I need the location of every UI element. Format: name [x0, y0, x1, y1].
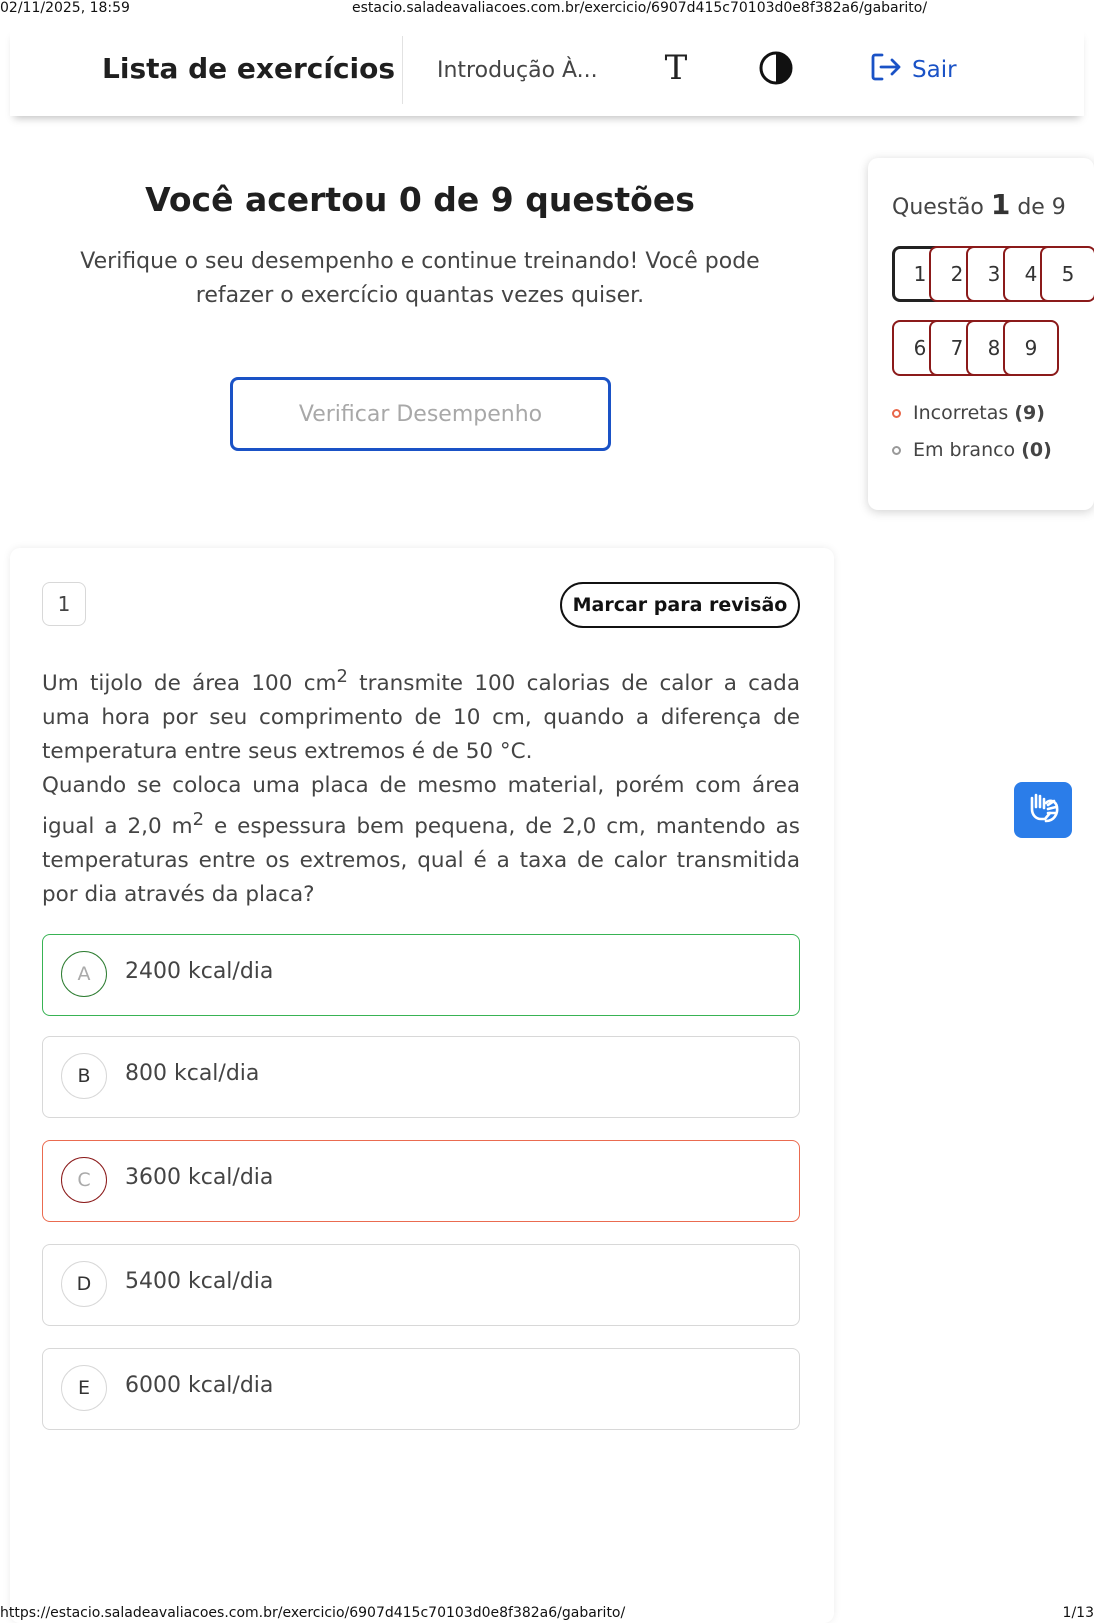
option-letter: B	[61, 1053, 107, 1099]
question-button[interactable]: 3	[966, 246, 1022, 302]
logout-icon	[870, 52, 902, 88]
question-paragraph: Um tijolo de área 100 $cm^2$ transmite 100 calorias de calor a cada uma hora por seu comprimento de 10 cm, quando a diferença de temperatura entre seus extremos é de 50 °C.	[42, 666, 800, 765]
legend-blank	[892, 439, 1052, 461]
question-button[interactable]: 5	[1040, 246, 1094, 302]
page-title: Lista de exercícios	[102, 52, 396, 85]
mark-for-review-button[interactable]: Marcar para revisão	[560, 582, 800, 628]
sign-language-button[interactable]	[1014, 782, 1072, 838]
question-button[interactable]: 1	[892, 246, 948, 302]
option-text: 6000 kcal/dia	[125, 1373, 274, 1398]
print-page-number: 1/13	[1062, 1605, 1094, 1621]
legend-incorrect	[892, 402, 1045, 424]
result-title: Você acertou 0 de 9 questões	[145, 180, 695, 219]
print-footer-url: https://estacio.saladeavaliacoes.com.br/exercicio/6907d415c70103d0e8f382a6/gabarito/	[0, 1605, 626, 1621]
question-paragraph: Quando se coloca uma placa de mesmo material, porém com área igual a 2,0 $m^2$ e espessura bem pequena, de 2,0 cm, mantendo as temperaturas entre os extremos, qual é a taxa de calor transmitida por dia através da placa?	[42, 773, 800, 908]
question-button[interactable]: 2	[929, 246, 985, 302]
answer-option-e[interactable]	[42, 1348, 800, 1430]
print-datetime: 02/11/2025, 18:59	[0, 0, 130, 16]
option-text: 800 kcal/dia	[125, 1061, 260, 1086]
logout-button[interactable]	[870, 52, 957, 88]
verify-performance-button[interactable]: Verificar Desempenho	[230, 377, 611, 451]
navigator-prefix: Questão	[892, 195, 984, 220]
answer-option-b[interactable]	[42, 1036, 800, 1118]
navigator-title	[892, 188, 1066, 221]
question-button[interactable]: 6	[892, 320, 948, 376]
question-number: 1	[42, 582, 86, 626]
answer-option-d[interactable]	[42, 1244, 800, 1326]
option-text: 2400 kcal/dia	[125, 959, 274, 984]
font-size-icon[interactable]: T	[664, 48, 688, 88]
course-title[interactable]: Introdução À...	[437, 58, 598, 83]
top-header	[10, 28, 1084, 116]
incorrect-dot-icon	[892, 409, 901, 418]
question-button[interactable]: 7	[929, 320, 985, 376]
print-header	[0, 0, 1094, 18]
question-statement	[42, 660, 800, 912]
option-letter: A	[61, 951, 107, 997]
result-message: Verifique o seu desempenho e continue treinando! Você pode refazer o exercício quantas vezes quiser.	[80, 249, 760, 308]
print-url: estacio.saladeavaliacoes.com.br/exercicio/6907d415c70103d0e8f382a6/gabarito/	[352, 0, 928, 16]
navigator-current: 1	[990, 188, 1011, 221]
option-letter: C	[61, 1157, 107, 1203]
answer-option-c[interactable]	[42, 1140, 800, 1222]
legend-incorrect-label: Incorretas	[913, 402, 1009, 424]
question-card	[10, 548, 834, 1623]
blank-dot-icon	[892, 446, 901, 455]
logout-label: Sair	[912, 57, 957, 83]
legend-incorrect-count: (9)	[1014, 402, 1045, 424]
legend-blank-count: (0)	[1021, 439, 1052, 461]
option-letter: E	[61, 1365, 107, 1411]
contrast-icon[interactable]	[758, 50, 794, 86]
question-button[interactable]: 8	[966, 320, 1022, 376]
result-summary	[10, 180, 830, 313]
question-button[interactable]: 4	[1003, 246, 1059, 302]
answer-option-a[interactable]	[42, 934, 800, 1016]
question-navigator	[868, 158, 1094, 510]
legend-blank-label: Em branco	[913, 439, 1016, 461]
print-footer	[0, 1603, 1094, 1623]
header-divider	[402, 36, 403, 104]
navigator-suffix: de 9	[1017, 195, 1066, 220]
option-text: 3600 kcal/dia	[125, 1165, 274, 1190]
option-text: 5400 kcal/dia	[125, 1269, 274, 1294]
question-button[interactable]: 9	[1003, 320, 1059, 376]
sign-language-icon	[1024, 789, 1062, 831]
option-letter: D	[61, 1261, 107, 1307]
